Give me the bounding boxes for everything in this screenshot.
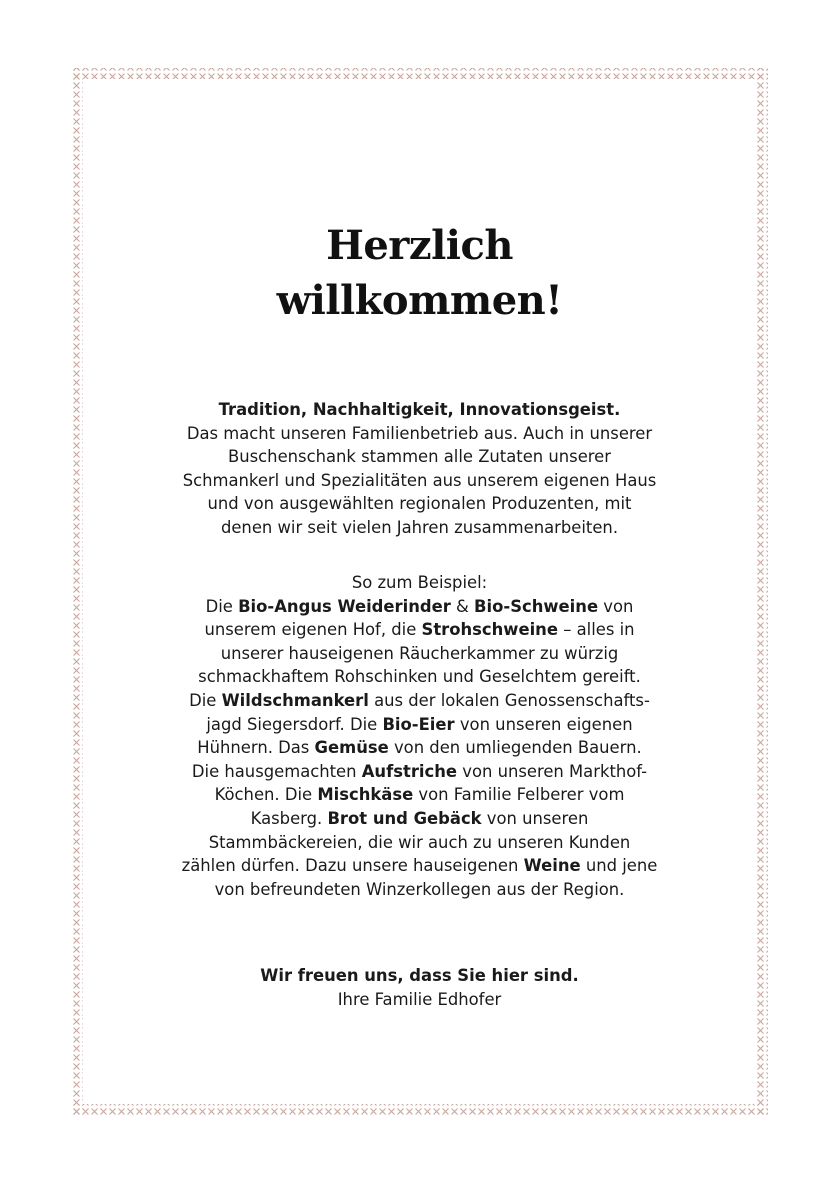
- example-line: [120, 595, 719, 619]
- text-run: Gemüse: [314, 738, 389, 758]
- intro-headline: Tradition, Nachhaltigkeit, Innovationsgeist.: [218, 400, 621, 419]
- text-run: &: [450, 596, 475, 616]
- example-line: [120, 760, 719, 784]
- text-run: Die hausgemachten: [191, 761, 362, 781]
- example-line: [120, 689, 719, 713]
- example-line: von befreundeten Winzerkollegen aus der Region.: [214, 879, 625, 899]
- text-run: jagd Siegersdorf. Die: [206, 714, 383, 734]
- text-run: Aufstriche: [361, 761, 458, 781]
- title-line-2: willkommen!: [276, 277, 563, 324]
- example-line: [120, 783, 719, 807]
- text-run: Bio-Eier: [382, 714, 455, 734]
- text-run: von den umliegenden Bauern.: [388, 738, 642, 758]
- text-run: zählen dürfen. Dazu unsere hauseigenen: [181, 856, 524, 876]
- text-run: Köchen. Die: [214, 785, 318, 805]
- border-left: [72, 68, 83, 1115]
- text-run: von unseren eigenen: [454, 714, 633, 734]
- text-run: von Familie Felberer vom: [413, 785, 625, 805]
- example-line: [120, 807, 719, 831]
- example-line: [120, 736, 719, 760]
- intro-line: Das macht unseren Familienbetrieb aus. Auch in unserer: [186, 423, 653, 443]
- text-run: Weine: [523, 856, 581, 876]
- text-run: von unseren Markthof-: [457, 761, 648, 781]
- example-line: [120, 713, 719, 737]
- text-run: Mischkäse: [317, 785, 414, 805]
- examples-lead: So zum Beispiel:: [351, 573, 488, 592]
- text-run: Wildschmankerl: [221, 690, 369, 710]
- closing-signature: Ihre Familie Edhofer: [337, 989, 502, 1009]
- text-run: – alles in: [557, 620, 635, 640]
- text-run: Die: [205, 596, 239, 616]
- text-run: Bio-Angus Weiderinder: [238, 596, 451, 616]
- title-line-1: Herzlich: [326, 222, 513, 269]
- example-line: Stammbäckereien, die wir auch zu unseren Kunden: [208, 832, 631, 852]
- text-run: Brot und Gebäck: [327, 808, 482, 828]
- intro-line: und von ausgewählten regionalen Produzenten, mit: [207, 494, 632, 514]
- text-run: von: [598, 596, 634, 616]
- text-run: von unseren: [481, 808, 589, 828]
- text-run: Strohschweine: [421, 620, 558, 640]
- border-bottom: [72, 1104, 768, 1115]
- closing-greeting: Wir freuen uns, dass Sie hier sind.: [260, 966, 579, 985]
- example-line: [120, 618, 719, 642]
- text-run: Hühnern. Das: [197, 738, 315, 758]
- border-right: [757, 68, 768, 1115]
- examples-section: [120, 571, 719, 901]
- text-run: aus der lokalen Genossenschafts-: [368, 690, 650, 710]
- text-run: unserem eigenen Hof, die: [204, 620, 422, 640]
- intro-line: denen wir seit vielen Jahren zusammenarbeiten.: [220, 517, 619, 537]
- closing-section: [120, 964, 719, 1011]
- text-run: Kasberg.: [250, 808, 328, 828]
- intro-line: Schmankerl und Spezialitäten aus unserem eigenen Haus: [182, 470, 657, 490]
- text-run: Bio-Schweine: [474, 596, 599, 616]
- example-line: [120, 854, 719, 878]
- intro-line: Buschenschank stammen alle Zutaten unserer: [228, 447, 611, 467]
- page-title: [140, 218, 699, 328]
- border-top: [72, 68, 768, 79]
- example-line: schmackhaftem Rohschinken und Geselchtem gereift.: [198, 667, 641, 687]
- text-run: Die: [189, 690, 222, 710]
- intro-section: [120, 398, 719, 540]
- example-line: unserer hauseigenen Räucherkammer zu würzig: [220, 643, 619, 663]
- text-run: und jene: [580, 856, 658, 876]
